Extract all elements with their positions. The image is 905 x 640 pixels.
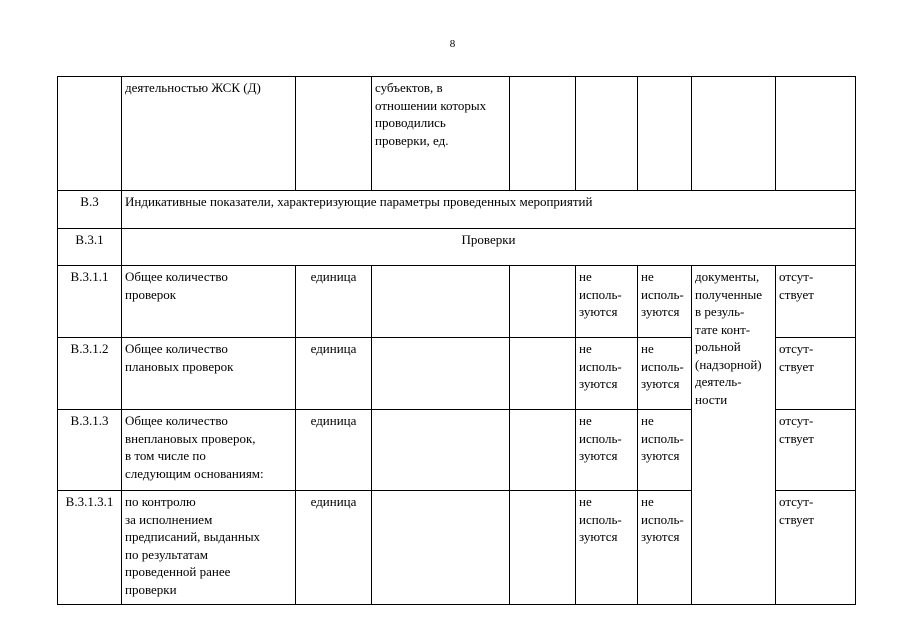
subsection-title: Проверки — [122, 229, 856, 266]
cell-unit: единица — [296, 491, 372, 605]
cell-code: В.3.1.2 — [58, 338, 122, 410]
cell-name: Общее количество проверок — [122, 266, 296, 338]
cell-unit: единица — [296, 338, 372, 410]
cell-col5 — [510, 338, 576, 410]
cell-col8-value: отсут- ствует — [776, 338, 856, 410]
cell-source: документы, полученные в резуль- тате конт- рольной (надзорной) деятель- ности — [692, 266, 776, 605]
cell-col8 — [692, 77, 776, 191]
cell-col5 — [510, 266, 576, 338]
page-number: 8 — [449, 38, 456, 50]
cell-col9 — [776, 77, 856, 191]
cell-code: В.3.1.1 — [58, 266, 122, 338]
table-row-continuation — [58, 77, 856, 191]
cell-unit: единица — [296, 266, 372, 338]
cell-unit: единица — [296, 410, 372, 491]
cell-col5-value: не исполь- зуются — [576, 410, 638, 491]
cell-unit — [296, 77, 372, 191]
cell-description — [372, 491, 510, 605]
cell-col6 — [576, 77, 638, 191]
table-row-b3 — [58, 191, 856, 229]
cell-code: В.3.1 — [58, 229, 122, 266]
cell-col8-value: отсут- ствует — [776, 266, 856, 338]
cell-col5 — [510, 491, 576, 605]
cell-col6-value: не исполь- зуются — [638, 410, 692, 491]
cell-col5 — [510, 77, 576, 191]
cell-col5 — [510, 410, 576, 491]
cell-code — [58, 77, 122, 191]
indicators-table — [57, 76, 856, 605]
cell-col6-value: не исполь- зуются — [638, 491, 692, 605]
cell-code: В.3.1.3.1 — [58, 491, 122, 605]
table-row — [58, 266, 856, 338]
cell-col5-value: не исполь- зуются — [576, 266, 638, 338]
cell-col8-value: отсут- ствует — [776, 410, 856, 491]
cell-col6-value: не исполь- зуются — [638, 266, 692, 338]
cell-code: В.3.1.3 — [58, 410, 122, 491]
cell-col5-value: не исполь- зуются — [576, 338, 638, 410]
table-row-b31 — [58, 229, 856, 266]
cell-name: Общее количество внеплановых проверок, в том числе по следующим основаниям: — [122, 410, 296, 491]
cell-col6-value: не исполь- зуются — [638, 338, 692, 410]
cell-col5-value: не исполь- зуются — [576, 491, 638, 605]
cell-description — [372, 410, 510, 491]
cell-name: по контролю за исполнением предписаний, выданных по результатам проведенной ранее проверки — [122, 491, 296, 605]
cell-description — [372, 266, 510, 338]
cell-code: В.3 — [58, 191, 122, 229]
section-title: Индикативные показатели, характеризующие параметры проведенных мероприятий — [122, 191, 856, 229]
cell-description: субъектов, в отношении которых проводились проверки, ед. — [372, 77, 510, 191]
cell-description — [372, 338, 510, 410]
cell-col7 — [638, 77, 692, 191]
cell-col8-value: отсут- ствует — [776, 491, 856, 605]
cell-name: Общее количество плановых проверок — [122, 338, 296, 410]
cell-name: деятельностью ЖСК (Д) — [122, 77, 296, 191]
